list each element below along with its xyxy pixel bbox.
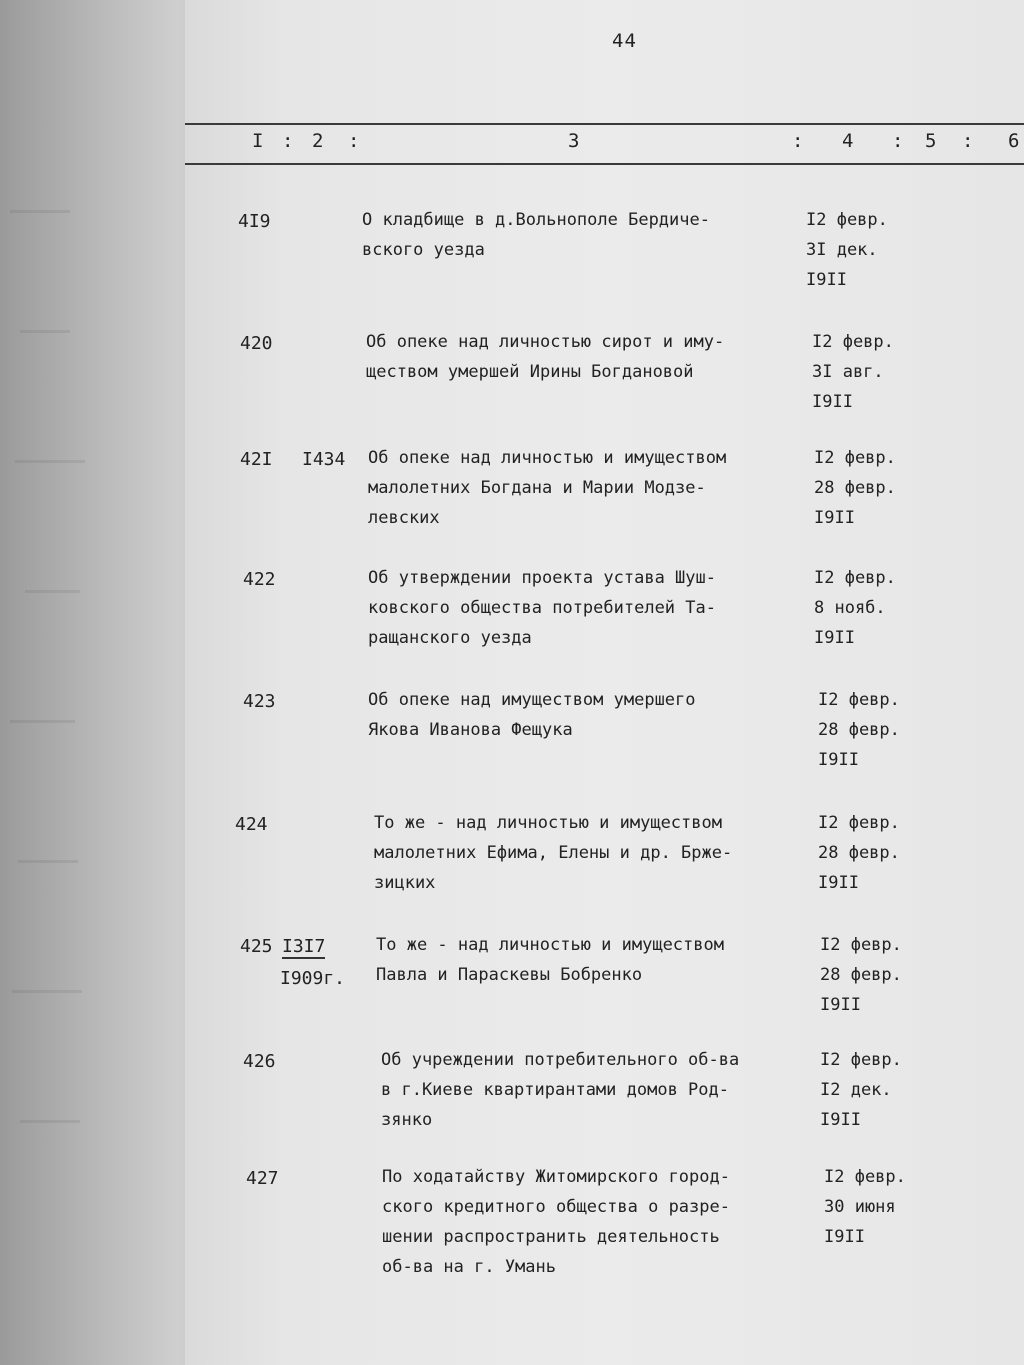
entry-title-line: шении распространить деятельность xyxy=(382,1227,720,1247)
entry-date: I2 февр. xyxy=(824,1167,906,1187)
entry-number: 424 xyxy=(235,814,268,835)
entry-date: I2 февр. xyxy=(820,1050,902,1070)
entry-number: 4I9 xyxy=(238,211,271,232)
entry-title xyxy=(368,563,808,653)
entry-date: I2 дек. xyxy=(820,1080,892,1100)
column-header-2: 2 xyxy=(312,130,324,152)
entry-date: I2 февр. xyxy=(806,210,888,230)
entry-archive-number: I3I7 xyxy=(282,936,326,957)
entry-title-line: Об опеке над имуществом умершего xyxy=(368,690,696,710)
entry-number: 420 xyxy=(240,333,273,354)
entry-date: I2 февр. xyxy=(820,935,902,955)
entry-year: I9II xyxy=(818,873,859,893)
column-header-4: 4 xyxy=(842,130,854,152)
entry-title-line: левских xyxy=(368,508,440,528)
entry-title-line: Об учреждении потребительного об-ва xyxy=(381,1050,740,1070)
column-header-3: 3 xyxy=(568,130,580,152)
entry-title-line: Об утверждении проекта устава Шуш- xyxy=(368,568,716,588)
entry-dates xyxy=(814,443,1014,533)
entry-title-line: зянко xyxy=(381,1110,433,1130)
entry-dates xyxy=(818,808,1018,898)
entry-year: I9II xyxy=(814,628,855,648)
entry-dates xyxy=(814,563,1014,653)
entry-title-line: Павла и Параскевы Бобренко xyxy=(376,965,643,985)
entry-title-line: ковского общества потребителей Та- xyxy=(368,598,716,618)
column-header-5: 5 xyxy=(925,130,937,152)
entry-number: 422 xyxy=(243,569,276,590)
entry-date: 28 февр. xyxy=(814,478,896,498)
entry-title-line: малолетних Ефима, Елены и др. Брже- xyxy=(374,843,733,863)
entry-number: 423 xyxy=(243,691,276,712)
entry-date: I2 февр. xyxy=(818,690,900,710)
entry-date: I2 февр. xyxy=(818,813,900,833)
entry-title-line: зицких xyxy=(374,873,436,893)
entry-number: 425 xyxy=(240,936,273,957)
entry-date: 8 нояб. xyxy=(814,598,886,618)
header-top-rule xyxy=(185,123,1024,125)
entry-title-line: ществом умершей Ирины Богдановой xyxy=(366,362,694,382)
entry-title-line: малолетних Богдана и Марии Модзе- xyxy=(368,478,706,498)
entry-title xyxy=(368,443,808,533)
column-separator: : xyxy=(282,130,294,152)
entry-title xyxy=(368,685,808,745)
entry-archive-number: I434 xyxy=(302,449,346,470)
entry-number: 427 xyxy=(246,1168,279,1189)
entry-dates xyxy=(820,930,1020,1020)
entry-date: 30 июня xyxy=(824,1197,896,1217)
entry-title-line: вского уезда xyxy=(362,240,485,260)
entry-year: I9II xyxy=(812,392,853,412)
entry-date: 28 февр. xyxy=(820,965,902,985)
entry-title-line: По ходатайству Житомирского город- xyxy=(382,1167,730,1187)
entry-title xyxy=(381,1045,821,1135)
entry-title-line: ского кредитного общества о разре- xyxy=(382,1197,730,1217)
header-bottom-rule xyxy=(185,163,1024,165)
entry-title-line: То же - над личностью и имуществом xyxy=(374,813,722,833)
entry-year: I9II xyxy=(806,270,847,290)
entry-title xyxy=(382,1162,822,1282)
entry-year: I9II xyxy=(820,995,861,1015)
column-separator: : xyxy=(792,130,804,152)
entry-date: 28 февр. xyxy=(818,843,900,863)
entry-number: 426 xyxy=(243,1051,276,1072)
column-separator: : xyxy=(348,130,360,152)
entry-title-line: ращанского уезда xyxy=(368,628,532,648)
entry-dates xyxy=(812,327,1012,417)
entry-dates xyxy=(806,205,1006,295)
entry-year: I9II xyxy=(820,1110,861,1130)
entry-date: I2 февр. xyxy=(814,568,896,588)
entry-title-line: в г.Киеве квартирантами домов Род- xyxy=(381,1080,729,1100)
column-separator: : xyxy=(962,130,974,152)
entry-title xyxy=(362,205,802,265)
entry-date: I2 февр. xyxy=(814,448,896,468)
entry-date: I2 февр. xyxy=(812,332,894,352)
entry-title-line: То же - над личностью и имуществом xyxy=(376,935,724,955)
entry-number: 42I xyxy=(240,449,273,470)
entry-title-line: Об опеке над личностью сирот и иму- xyxy=(366,332,725,352)
entry-dates xyxy=(818,685,1018,775)
entry-title xyxy=(366,327,806,387)
entry-date: 3I авг. xyxy=(812,362,884,382)
entry-title-line: О кладбище в д.Вольнополе Бердиче- xyxy=(362,210,710,230)
entry-year: I9II xyxy=(814,508,855,528)
column-separator: : xyxy=(892,130,904,152)
entry-archive-year: I909г. xyxy=(280,968,346,989)
page-number: 44 xyxy=(612,30,637,52)
entry-title xyxy=(376,930,816,990)
entry-title xyxy=(374,808,814,898)
column-header-1: I xyxy=(252,130,264,152)
entry-title-line: об-ва на г. Умань xyxy=(382,1257,556,1277)
entry-year: I9II xyxy=(818,750,859,770)
entry-year: I9II xyxy=(824,1227,865,1247)
entry-title-line: Якова Иванова Фещука xyxy=(368,720,573,740)
entry-date: 28 февр. xyxy=(818,720,900,740)
entry-date: 3I дек. xyxy=(806,240,878,260)
column-header-6: 6 xyxy=(1008,130,1020,152)
entry-dates xyxy=(824,1162,1024,1252)
entry-dates xyxy=(820,1045,1020,1135)
entry-title-line: Об опеке над личностью и имуществом xyxy=(368,448,727,468)
